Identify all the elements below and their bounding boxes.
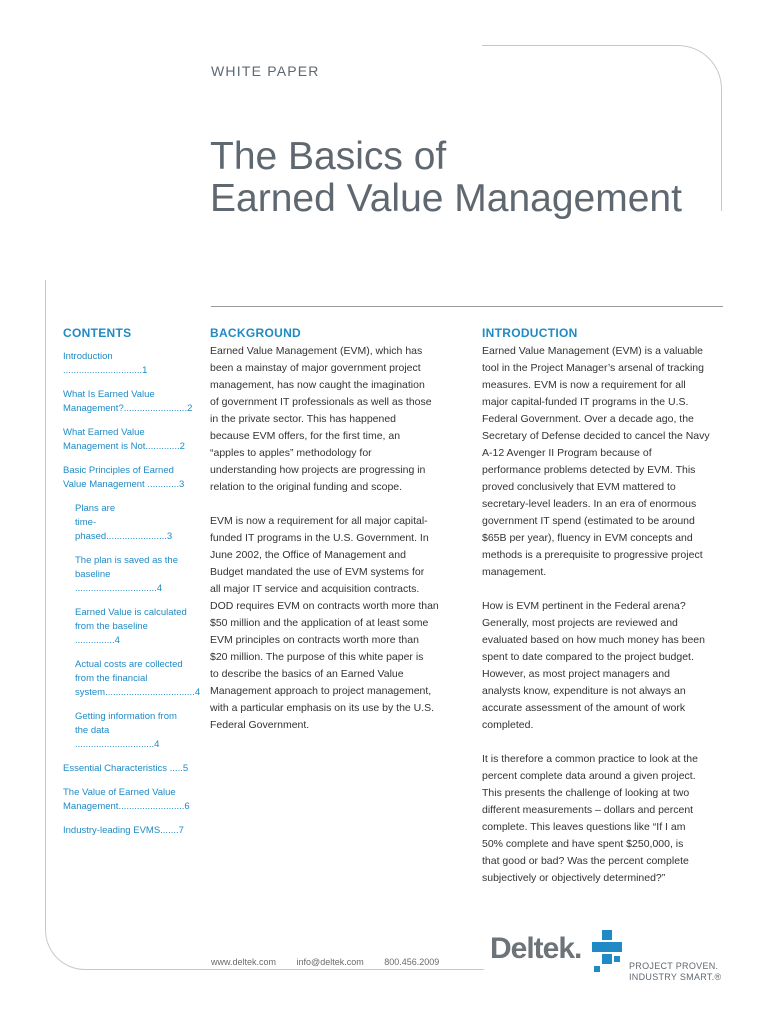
footer-contact [211,957,457,967]
introduction-section [482,326,727,904]
header-divider [211,306,723,307]
toc-item-what-is-evm[interactable]: What Is Earned Value Management?........................2 [63,389,193,414]
toc-item-essential-characteristics[interactable]: Essential Characteristics .....5 [63,763,189,774]
introduction-paragraph: Earned Value Management (EVM) is a valuable tool in the Project Manager’s arsenal of tracking measures. EVM is now a requirement for all major capital-funded IT programs in the U.S. Federal Government. Over a decade ago, the Secretary of Defense decided to cancel the Navy A-12 Avenger II Program because of performance problems detected by EVM. This proved conclusively that EVM mattered to secretary-level leaders. In an era of enormous government IT spend (estimated to be around $65B per year), fluency in EVM concepts and methods is a prerequisite to progressive project management. [482,345,710,578]
introduction-heading: INTRODUCTION [482,326,578,340]
toc-item-industry-leading-evms[interactable]: Industry-leading EVMS.......7 [63,825,184,836]
introduction-paragraph: How is EVM pertinent in the Federal arena? Generally, most projects are reviewed and evaluated based on how much money has been spent to date compared to the project budget. However, as most project managers and analysts know, expenditure is not always an accurate assessment of the amount of work completed. [482,600,705,731]
toc-item-plans-time-phased[interactable]: Plans are time-phased.......................3 [75,503,173,542]
toc-item-plan-saved-baseline[interactable]: The plan is saved as the baseline ...............................4 [75,555,178,594]
footer-website-link[interactable]: www.deltek.com [211,957,277,967]
toc-item-earned-value-calculated[interactable]: Earned Value is calculated from the baseline ...............4 [75,607,187,646]
deltek-cross-icon [590,930,630,978]
toc-item-value-of-evm[interactable]: The Value of Earned Value Management.........................6 [63,787,190,812]
toc-item-what-evm-is-not[interactable]: What Earned Value Management is Not.............2 [63,427,185,452]
background-section [210,326,460,751]
background-paragraph: Earned Value Management (EVM), which has been a mainstay of major government project management, has now caught the imagination of government IT professionals as well as those in the private sector. This has happened because EVM offers, for the first time, an “apples to apples” methodology for understanding how projects are progressing in relation to the original funding and scope. [210,345,432,493]
decorative-frame-bottom [104,969,484,970]
logo-tagline: PROJECT PROVEN. INDUSTRY SMART.® [629,961,722,982]
document-type-label: WHITE PAPER [211,63,320,79]
title-line-2: Earned Value Management [210,177,682,220]
toc-item-getting-information[interactable]: Getting information from the data ..............................4 [75,711,177,750]
toc-heading: CONTENTS [63,326,132,340]
table-of-contents [63,326,201,848]
deltek-logo [490,930,730,990]
background-paragraph: EVM is now a requirement for all major capital- funded IT programs in the U.S. Government. In June 2002, the Office of Management and Budget mandated the use of EVM systems for all major IT service and acquisition contracts. DOD requires EVM on contracts worth more than $50 million and the application of at least some EVM principles on contracts worth more than $20 million. The purpose of this white paper is to describe the basics of an Earned Value Management approach to project management, with a particular emphasis on its use by the U.S. Federal Government. [210,515,439,731]
toc-item-introduction[interactable]: Introduction ..............................1 [63,351,148,376]
footer-phone: 800.456.2009 [384,957,440,967]
footer-email-link[interactable]: info@deltek.com [296,957,364,967]
toc-item-actual-costs[interactable]: Actual costs are collected from the financial system..................................4 [75,659,201,698]
logo-wordmark: Deltek. [490,932,582,965]
title-line-1: The Basics of [210,135,447,178]
background-heading: BACKGROUND [210,326,301,340]
toc-item-basic-principles[interactable]: Basic Principles of Earned Value Management ............3 [63,465,185,490]
page-title [210,136,730,220]
introduction-paragraph: It is therefore a common practice to look at the percent complete data around a given project. This presents the challenge of looking at two different measurements – dollars and percent complete. This leaves questions like “If I am 50% complete and have spent $250,000, is that good or bad? Was the percent complete subjectively or objectively determined?” [482,753,698,884]
